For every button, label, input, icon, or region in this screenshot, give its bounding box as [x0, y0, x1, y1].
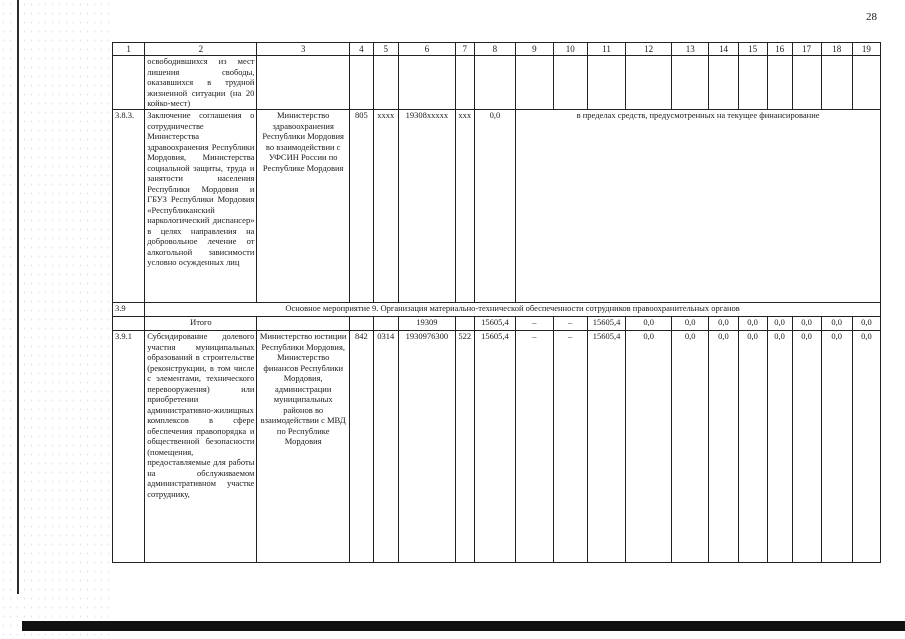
value-cell: 0,0 — [672, 331, 709, 563]
table-row-3-9 — [113, 303, 881, 317]
column-number: 3 — [257, 43, 349, 56]
column-number: 13 — [672, 43, 709, 56]
row-number: 3.9 — [113, 303, 145, 317]
column-number: 6 — [398, 43, 455, 56]
expense-type-cell: ххх — [455, 110, 474, 303]
measure-name-cell: Субсидирование долевого участия муниципальных образований в строительстве (реконструкции, в том числе с элементами, технического перевооружения) или приобретении административно-жилищных комплексов в сфере обеспечения правопорядка и общественной безопасности (помещения, предоставляемые для работы на обслуживаемом административном участке сотруднику, — [145, 331, 257, 563]
main-measure-title: Основное мероприятие 9. Организация материально-технической обеспеченности сотрудников правоохранительных органов — [145, 303, 881, 317]
column-number: 18 — [821, 43, 852, 56]
grbs-code-cell: 805 — [349, 110, 373, 303]
value-cell: 0,0 — [792, 331, 821, 563]
column-number: 19 — [852, 43, 880, 56]
executor-cell: Министерство здравоохранения Республики Мордовия во взаимодействии с УФСИН России по Республике Мордовия — [257, 110, 349, 303]
row-number: 3.8.3. — [113, 110, 145, 303]
table-row-total — [113, 317, 881, 331]
column-number: 2 — [145, 43, 257, 56]
row-number: 3.9.1 — [113, 331, 145, 563]
target-article-cell: 1930976300 — [398, 331, 455, 563]
total-cell: 15605,4 — [474, 331, 516, 563]
column-number: 12 — [626, 43, 672, 56]
executor-cell: Министерство юстиции Республики Мордовия, Министерство финансов Республики Мордовия, администрации муниципальных районов во взаимодействии с МВД по Республике Мордовия — [257, 331, 349, 563]
value-cell: – — [553, 317, 587, 331]
value-cell: 0,0 — [626, 317, 672, 331]
table-row-3-9-1 — [113, 331, 881, 563]
value-cell: – — [516, 331, 553, 563]
section-code-cell: хххх — [373, 110, 398, 303]
value-cell: 0,0 — [852, 317, 880, 331]
value-cell: 0,0 — [626, 331, 672, 563]
measure-name-cell: освободившихся из мест лишения свободы, оказавшихся в трудной жизненной ситуации (на 20 койко-мест) — [145, 56, 257, 110]
measure-name-cell: Заключение соглашения о сотрудничестве Министерства здравоохранения Республики Мордовия, Министерства социальной защиты, труда и занятости населения Республики Мордовия и ГБУЗ Республики Мордовия «Республиканский наркологический диспансер» в целях направления на добровольное лечение от алкогольной зависимости условно осужденных лиц — [145, 110, 257, 303]
column-number: 14 — [709, 43, 738, 56]
value-cell: 15605,4 — [587, 317, 625, 331]
value-cell: 0,0 — [709, 331, 738, 563]
value-cell: 0,0 — [738, 317, 767, 331]
column-number: 16 — [767, 43, 792, 56]
value-cell: 0,0 — [767, 331, 792, 563]
column-number: 7 — [455, 43, 474, 56]
grbs-code-cell: 842 — [349, 331, 373, 563]
value-cell: 0,0 — [852, 331, 880, 563]
target-article-cell: 19309 — [398, 317, 455, 331]
funding-note-cell: в пределах средств, предусмотренных на текущее финансирование — [516, 110, 881, 303]
column-number: 11 — [587, 43, 625, 56]
column-number: 1 — [113, 43, 145, 56]
value-cell: 15605,4 — [587, 331, 625, 563]
target-article-cell: 19308ххххх — [398, 110, 455, 303]
value-cell: 0,0 — [821, 331, 852, 563]
column-number: 8 — [474, 43, 516, 56]
column-number: 4 — [349, 43, 373, 56]
value-cell: 0,0 — [738, 331, 767, 563]
column-number: 17 — [792, 43, 821, 56]
column-number: 15 — [738, 43, 767, 56]
column-number: 5 — [373, 43, 398, 56]
value-cell: 0,0 — [767, 317, 792, 331]
scan-bottom-edge — [22, 621, 905, 631]
column-number-row — [113, 43, 881, 56]
page-edge-line — [17, 0, 19, 594]
expense-type-cell: 522 — [455, 331, 474, 563]
total-cell: 0,0 — [474, 110, 516, 303]
total-cell: 15605,4 — [474, 317, 516, 331]
program-table — [112, 42, 881, 563]
value-cell: 0,0 — [821, 317, 852, 331]
table-row-3-8-3 — [113, 110, 881, 303]
value-cell: 0,0 — [792, 317, 821, 331]
column-number: 10 — [553, 43, 587, 56]
value-cell: – — [516, 317, 553, 331]
value-cell: 0,0 — [672, 317, 709, 331]
column-number: 9 — [516, 43, 553, 56]
value-cell: 0,0 — [709, 317, 738, 331]
value-cell: – — [553, 331, 587, 563]
table-row-continuation — [113, 56, 881, 110]
section-code-cell: 0314 — [373, 331, 398, 563]
page-number: 28 — [866, 11, 877, 23]
total-label: Итого — [145, 317, 257, 331]
